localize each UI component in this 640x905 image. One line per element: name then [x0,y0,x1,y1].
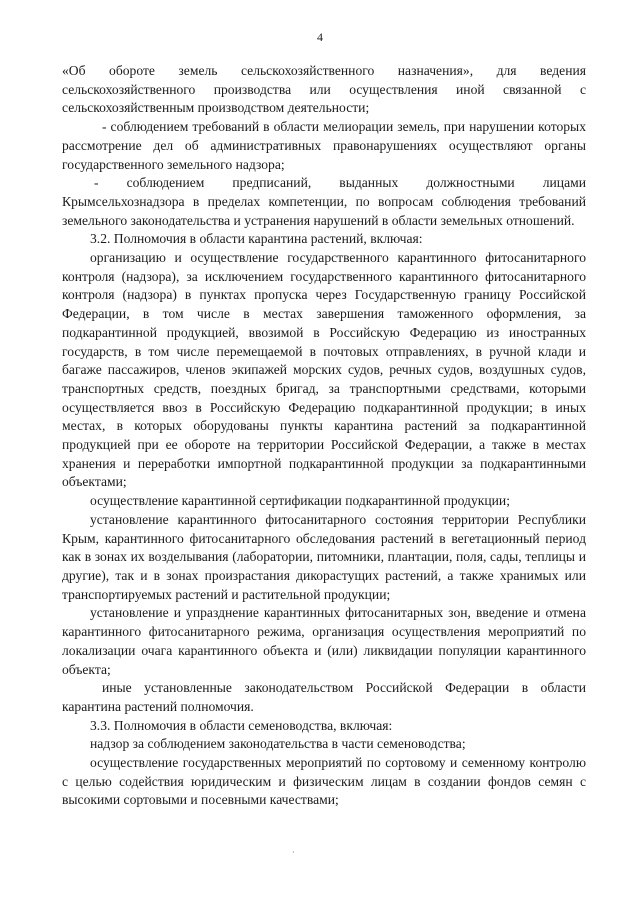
paragraph-other-powers: иные установленные законодательством Российской Федерации в области карантина растений полномочия. [62,680,586,714]
document-body [62,62,586,810]
section-heading-3-2: 3.2. Полномочия в области карантина растений, включая: [90,231,423,247]
paragraph-phytosanitary-control: организацию и осуществление государственного карантинного фитосанитарного контроля (надзора), за исключением государственного карантинного фитосанитарного контроля (надзора) в пунктах пропуска через Государственную границу Российской Федерации, в том числе в местах завершения таможенного оформления, за подкарантинной продукцией, ввозимой в Российскую Федерацию из иностранных государств, в том числе перемещаемой в почтовых отправлениях, в ручной клади и багаже пассажиров, членов экипажей морских судов, речных судов, воздушных судов, транспортных средств, поездных бригад, за транспортными средствами, которыми осуществляется ввоз в Российскую Федерацию подкарантинной продукции; в иных местах, в которых оборудованы пункты карантина растений за подкарантинной продукцией при ее обороте на территории Российской Федерации, а также в местах хранения и переработки импортной подкарантинной продукции за подкарантинными объектами; [62,250,586,490]
paragraph-quarantine-zones: установление и упразднение карантинных фитосанитарных зон, введение и отмена карантинного фитосанитарного режима, организация осуществления мероприятий по локализации очага карантинного объекта и (или) ликвидации популяции карантинного объекта; [62,605,586,677]
paragraph-land-use-continuation: «Об обороте земель сельскохозяйственного назначения», для ведения сельскохозяйственного производства или осуществления иной связанной с сельскохозяйственным производством деятельности; [62,63,586,116]
paragraph-melioration: - соблюдением требований в области мелиорации земель, при нарушении которых рассмотрение дел об административных правонарушениях осуществляют органы государственного земельного надзора; [62,119,586,172]
page-number: 4 [317,30,323,44]
paragraph-phytosanitary-state: установление карантинного фитосанитарного состояния территории Республики Крым, карантинного фитосанитарного обследования растений в вегетационный период как в зонах их возделывания (лаборатории, питомники, плантации, поля, сады, теплицы и другие), так и в зонах произрастания дикорастущих растений, а также хранимых или транспортируемых растений и растительной продукции; [62,511,586,602]
paragraph-seed-supervision: надзор за соблюдением законодательства в части семеноводства; [90,736,466,752]
paragraph-prescriptions: - соблюдением предписаний, выданных должностными лицами Крымсельхознадзора в пределах компетенции, по вопросам соблюдения требований земельного законодательства и устранения нарушений в области земельных отношений. [62,175,586,228]
section-heading-3-3: 3.3. Полномочия в области семеноводства, включая: [90,717,393,733]
paragraph-quarantine-certification: осуществление карантинной сертификации подкарантинной продукции; [90,493,510,509]
scan-speck: · [292,848,295,857]
paragraph-seed-control: осуществление государственных мероприятий по сортовому и семенному контролю с целью содействия юридическим и физическим лицам в создании фондов семян с высокими сортовыми и посевными качествами; [62,755,586,808]
